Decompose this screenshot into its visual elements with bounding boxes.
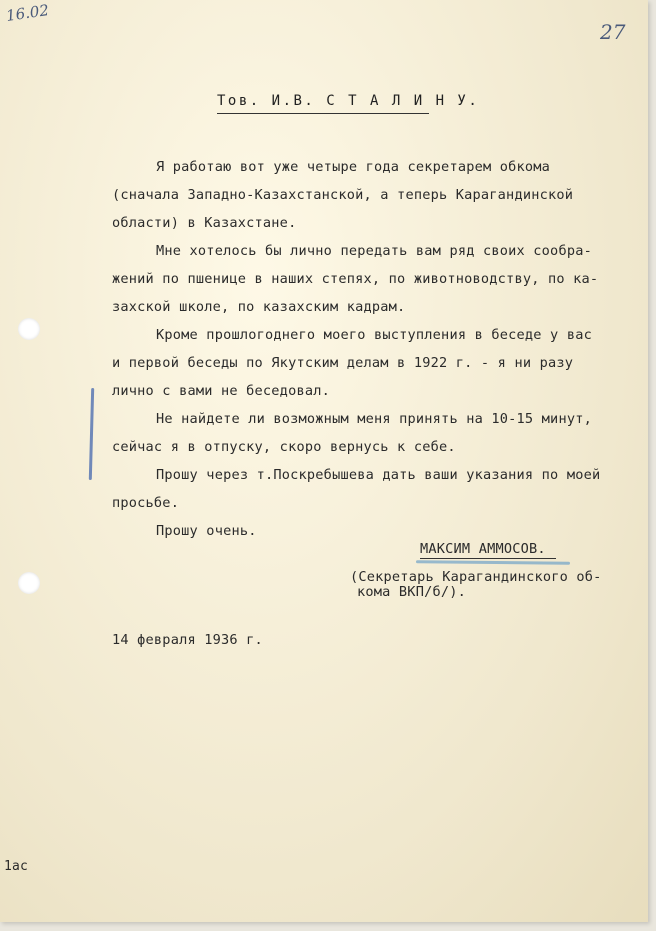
body-line: Я работаю вот уже четыре года секретарем обкома [156,159,551,175]
body-line: сейчас я в отпуску, скоро вернусь к себе. [112,439,456,455]
salutation: Тов. И.В. С Т А Л И Н У. [217,93,480,109]
signature-title-line: кома ВКП/б/). [357,584,466,600]
body-line: Прошу через т.Поскребышева дать ваши указания по моей [156,467,601,483]
body-line: захской школе, по казахским кадрам. [112,299,406,315]
body-line: Мне хотелось бы лично передать вам ряд своих сообра- [156,243,592,259]
archive-note: 1ас [4,859,29,874]
punch-hole-bottom [18,572,40,594]
body-line: области) в Казахстане. [112,215,297,231]
handwritten-date-note: 16.02 [4,1,50,25]
punch-hole-top [18,318,40,340]
body-line: лично с вами не беседовал. [112,383,330,399]
body-line: и первой беседы по Якутским делам в 1922 г. - я ни разу [112,355,574,371]
page-number: 27 [600,20,626,44]
body-line: жений по пшенице в наших степях, по животноводству, по ка- [112,271,599,287]
letter-date: 14 февраля 1936 г. [112,632,263,648]
blue-pencil-margin-mark [89,388,94,480]
body-line: Кроме прошлогоднего моего выступления в беседе у вас [156,327,592,343]
salutation-underline [217,113,429,114]
body-line: Не найдете ли возможным меня принять на 10-15 минут, [156,411,592,427]
signature-underline [420,558,556,559]
signature-pencil-underline [416,560,570,565]
body-line: (сначала Западно-Казахстанской, а теперь Карагандинской [112,187,574,203]
signature-name: МАКСИМ АММОСОВ. [420,541,546,557]
signature-title-line: (Секретарь Карагандинского об- [350,569,602,585]
body-line: просьбе. [112,495,180,511]
body-line: Прошу очень. [156,523,257,539]
